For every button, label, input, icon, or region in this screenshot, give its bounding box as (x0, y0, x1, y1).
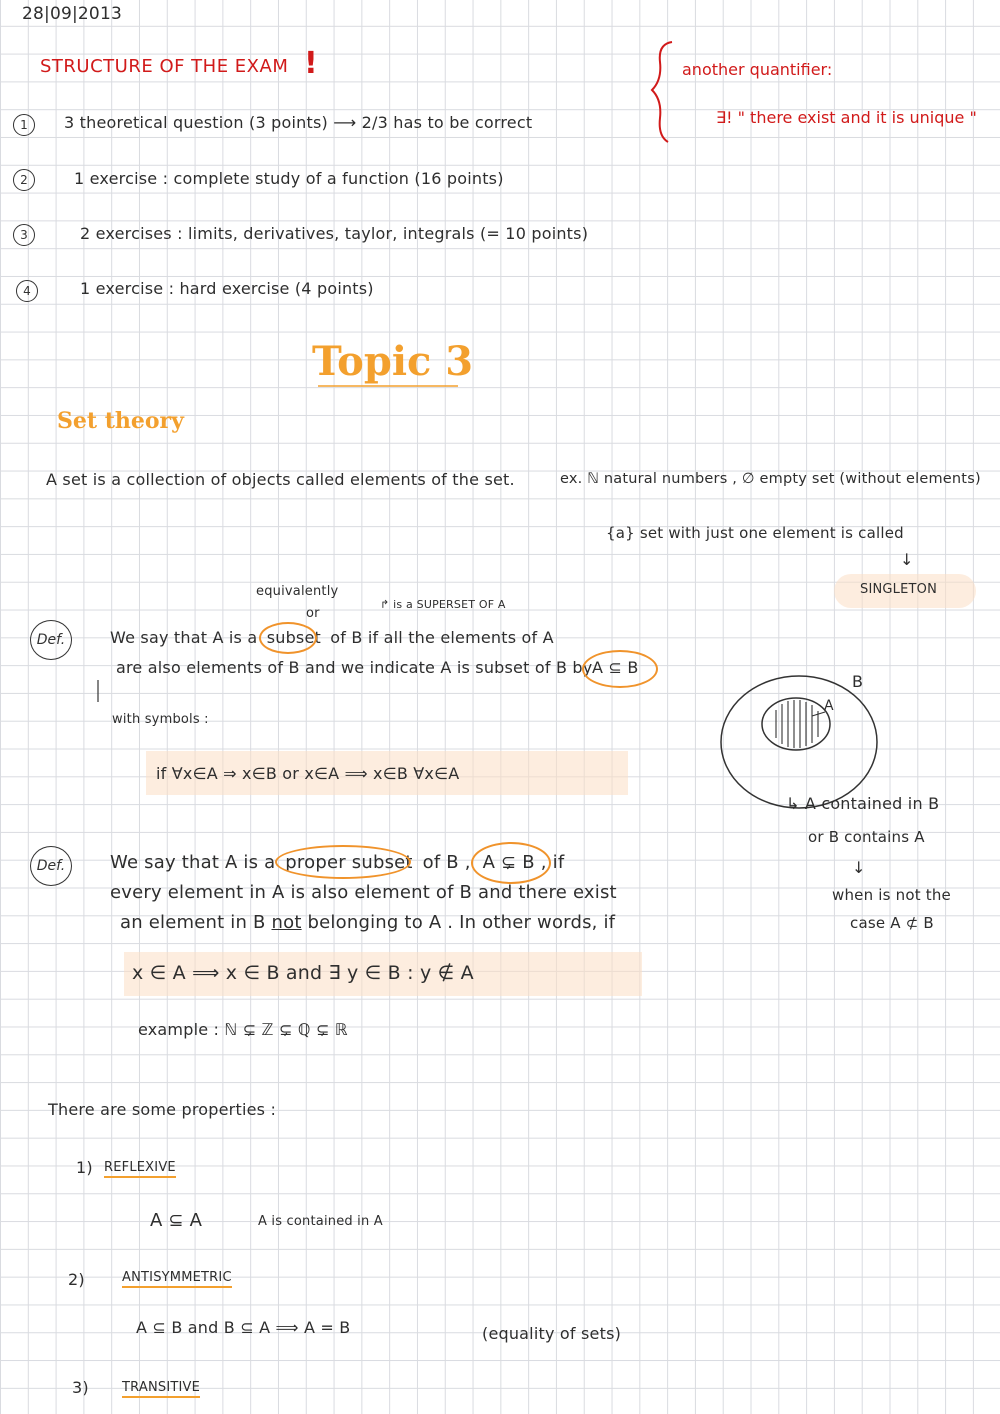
exam-item-2: 1 exercise : complete study of a function (16 points) (74, 169, 504, 188)
subset-symbol-circle (582, 650, 658, 688)
topic-title: Topic 3 (312, 338, 474, 385)
def1-superset-note: ↱ is a SUPERSET OF A (380, 598, 506, 611)
property-1-number: 1) (76, 1158, 93, 1177)
def1-or: or (306, 606, 320, 621)
section-title: Set theory (57, 408, 184, 434)
def1-text-line-2: are also elements of B and we indicate A is subset of B by (116, 658, 593, 677)
set-b-ellipse (721, 676, 877, 808)
property-2-text: (equality of sets) (482, 1324, 622, 1343)
def2-text-line-3: an element in B not belonging to A . In other words, if (120, 912, 616, 933)
note-line-1: another quantifier: (682, 60, 833, 79)
note-brace (652, 42, 672, 142)
exam-item-2-number: 2 (13, 169, 35, 191)
properties-intro: There are some properties : (48, 1100, 277, 1119)
def1-formula: if ∀x∈A ⇒ x∈B or x∈A ⟹ x∈B ∀x∈A (156, 764, 460, 783)
def1-text-line-1: We say that A is a subset of B if all the elements of A (110, 628, 554, 647)
property-1-text: A is contained in A (258, 1214, 383, 1229)
property-3-number: 3) (72, 1378, 89, 1397)
venn-caption-4: case A ⊄ B (850, 914, 934, 932)
venn-caption-2: or B contains A (808, 828, 925, 846)
def2-text-line-2: every element in A is also element of B and there exist (110, 882, 617, 903)
venn-caption-3: when is not the (832, 886, 951, 904)
set-definition: A set is a collection of objects called elements of the set. (46, 470, 515, 489)
venn-label-b: B (852, 672, 864, 691)
property-2-formula: A ⊆ B and B ⊆ A ⟹ A = B (136, 1318, 351, 1337)
date: 28|09|2013 (22, 4, 122, 24)
def2-formula: x ∈ A ⟹ x ∈ B and ∃ y ∈ B : y ∉ A (132, 962, 474, 984)
exam-item-1: 3 theoretical question (3 points) ⟶ 2/3 has to be correct (64, 113, 533, 132)
singleton-description: {a} set with just one element is called (606, 524, 904, 542)
property-1-formula: A ⊆ A (150, 1210, 203, 1231)
with-symbols-label: with symbols : (112, 712, 209, 727)
note-line-2: ∃! " there exist and it is unique " (716, 108, 977, 127)
def2-text-line-1: We say that A is a proper subset of B , A ⊊ B , if (110, 852, 564, 873)
property-2-number: 2) (68, 1270, 85, 1289)
def1-equivalently: equivalently (256, 584, 339, 599)
exam-item-4-number: 4 (16, 280, 38, 302)
proper-subset-word: proper subset (281, 852, 416, 873)
property-2-name: ANTISYMMETRIC (122, 1270, 232, 1285)
exam-item-3-number: 3 (13, 224, 35, 246)
proper-subset-symbol: A ⊊ B (477, 852, 541, 873)
def1-label: Def. (30, 620, 72, 660)
set-a-ellipse (762, 698, 830, 750)
exam-title: STRUCTURE OF THE EXAM (40, 56, 289, 77)
venn-label-a: A (824, 698, 834, 714)
exam-item-1-number: 1 (13, 114, 35, 136)
singleton-arrow: ↓ (900, 550, 914, 569)
set-examples: ex. ℕ natural numbers , ∅ empty set (without elements) (560, 471, 981, 487)
def2-example: example : ℕ ⊊ ℤ ⊊ ℚ ⊊ ℝ (138, 1020, 348, 1039)
exam-item-4: 1 exercise : hard exercise (4 points) (80, 279, 374, 298)
venn-caption-1: ↳ A contained in B (786, 794, 940, 813)
def2-label: Def. (30, 846, 72, 886)
exam-title-bang: ! (304, 46, 318, 81)
property-1-name: REFLEXIVE (104, 1160, 176, 1175)
set-a-hatching (776, 700, 818, 748)
subset-word: subset (263, 628, 325, 647)
subset-symbol: A ⊆ B (592, 658, 639, 677)
property-3-name: TRANSITIVE (122, 1380, 200, 1395)
exam-item-3: 2 exercises : limits, derivatives, taylor, integrals (= 10 points) (80, 224, 589, 243)
venn-arrow: ↓ (852, 858, 866, 877)
singleton-label: SINGLETON (860, 582, 938, 597)
